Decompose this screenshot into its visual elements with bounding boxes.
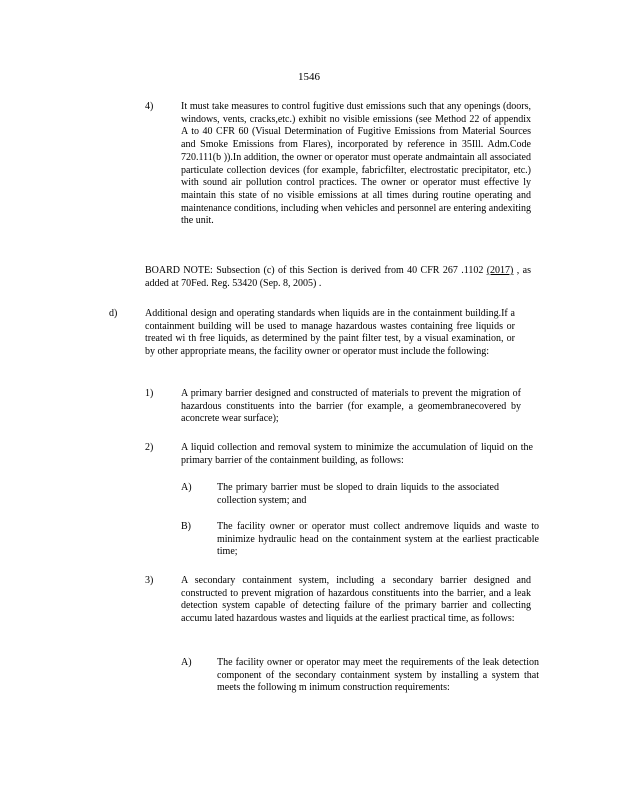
item-d3a-marker: A) <box>181 657 192 668</box>
board-note <box>145 265 531 290</box>
item-d2a-text: The primary barrier must be sloped to drain liquids to the associated collection system; and <box>217 482 499 506</box>
board-note-underlined: (2017) <box>486 265 514 276</box>
item-d3-text: A secondary containment system, including a secondary barrier designed and constructed to prevent migration of hazardous constituents into the barrier, and a leak detection system capable of detecting failure of the primary barrier and collecting accumu lated hazardous wastes and liquids at the earliest practical time, as follows: <box>181 575 531 625</box>
item-d-marker: d) <box>109 308 118 319</box>
item-d2-text: A liquid collection and removal system to minimize the accumulation of liquid on the primary barrier of the containment building, as follows: <box>181 442 533 466</box>
item-d2-marker: 2) <box>145 442 154 453</box>
item-4-marker: 4) <box>145 101 154 112</box>
page-number: 1546 <box>298 71 320 83</box>
board-note-text: BOARD NOTE: Subsection (c) of this Section is derived from 40 CFR 267 .1102 <box>145 265 484 276</box>
item-d2a-marker: A) <box>181 482 192 493</box>
item-d1-marker: 1) <box>145 388 154 399</box>
item-4-text: It must take measures to control fugitive dust emissions such that any openings (doors, windows, vents, cracks,etc.) exhibit no visible emissions (see Method 22 of appendix A to 40 CFR 60 (Visual Determination of Fugitive Emissions from Material Sources and Smoke Emissions from Flares), incorporated by reference in 35Ill. Adm.Code 720.111(b )).In addition, the owner or operator must operate andmaintain all associated particulate collection devices (for example, fabricfilter, electrostatic precipitator, etc.) with sound air pollution control practices. The owner or operator must effective ly maintain this state of no visible emissions at all times during routine operating and maintenance conditions, including when vehicles and personnel are entering andexiting the unit. <box>181 101 531 227</box>
item-d-text: Additional design and operating standards when liquids are in the containment building.If a containment building will be used to manage hazardous wastes containing free liquids or treated wi th free liquids, as determined by the paint filter test, by a visual examination, or by other appropriate means, the facility owner or operator must include the following: <box>145 308 515 358</box>
item-d3-marker: 3) <box>145 575 154 586</box>
item-d1-text: A primary barrier designed and constructed of materials to prevent the migration of hazardous constituents into the barrier (for example, a geomembranecovered by aconcrete wear surface); <box>181 388 521 425</box>
item-d2b-text: The facility owner or operator must collect andremove liquids and waste to minimize hydraulic head on the containment system at the earliest practicable time; <box>217 521 539 558</box>
item-d2b-marker: B) <box>181 521 191 532</box>
board-note-text-after: , as added at 70Fed. Reg. 53420 (Sep. 8, 2005) . <box>145 265 531 289</box>
item-d3a-text: The facility owner or operator may meet the requirements of the leak detection component of the secondary containment system by installing a system that meets the following m inimum construction requirements: <box>217 657 539 694</box>
